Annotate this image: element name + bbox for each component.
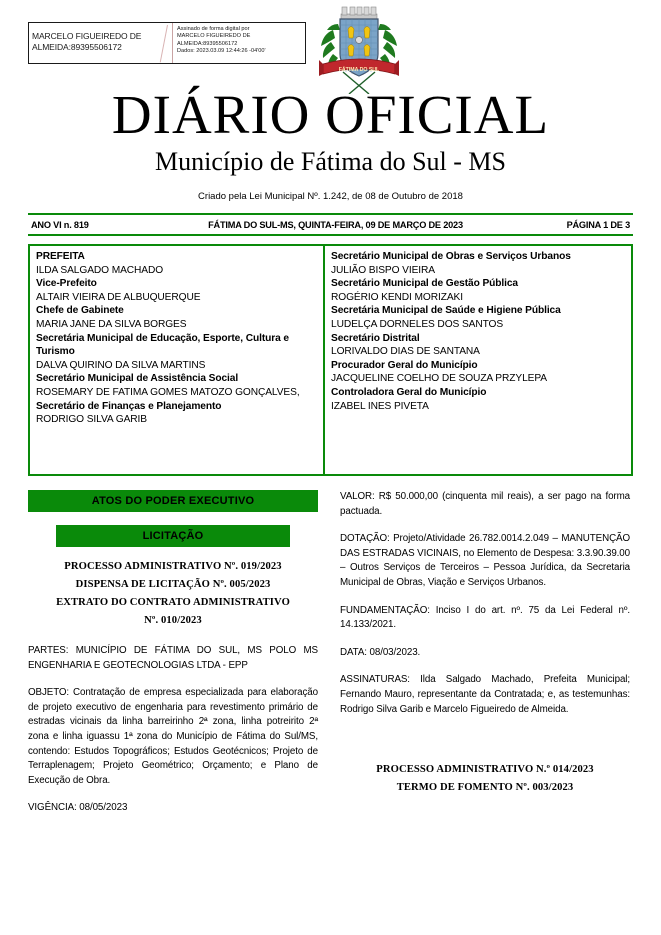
page-indicator: PÁGINA 1 DE 3 (566, 219, 630, 230)
content-right-column (340, 490, 630, 816)
left-heading-line3: EXTRATO DO CONTRATO ADMINISTRATIVO (56, 597, 290, 608)
partes-paragraph: PARTES: MUNICÍPIO DE FÁTIMA DO SUL, MS POLO MS ENGENHARIA E GEOTECNOLOGIAS LTDA - EPP (28, 645, 318, 671)
issue-date: FÁTIMA DO SUL-MS, QUINTA-FEIRA, 09 DE MARÇO DE 2023 (208, 219, 463, 230)
signature-name (29, 23, 172, 63)
right-heading-line1: PROCESSO ADMINISTRATIVO N.º 014/2023 (376, 764, 594, 776)
official-role: PREFEITA (36, 251, 85, 262)
official-role: Vice-Prefeito (36, 278, 97, 290)
signature-name-line1: MARCELO FIGUEIREDO DE (32, 31, 142, 41)
creation-law-text: Criado pela Lei Municipal Nº. 1.242, de 08 de Outubro de 2018 (198, 191, 463, 202)
officials-right-box (324, 244, 633, 476)
page-subtitle: Município de Fátima do Sul - MS (155, 147, 506, 176)
official-role: Secretário Distrital (331, 332, 420, 344)
left-heading-line1: PROCESSO ADMINISTRATIVO Nº. 019/2023 (64, 561, 282, 572)
banner-atos-do-poder-executivo: ATOS DO PODER EXECUTIVO (28, 490, 318, 512)
official-role: Secretário de Finanças e Planejamento (36, 400, 222, 412)
right-heading-line2: TERMO DE FOMENTO Nº. 003/2023 (396, 782, 574, 794)
vigencia-paragraph: VIGÊNCIA: 08/05/2023 (28, 802, 128, 814)
official-role: Secretário Municipal de Obras e Serviços Urbanos (331, 251, 571, 262)
masthead (28, 86, 633, 204)
official-name: IZABEL INES PIVETA (331, 400, 429, 412)
official-name: ILDA SALGADO MACHADO (36, 264, 164, 276)
officials-section (28, 244, 633, 476)
valor-paragraph: VALOR: R$ 50.000,00 (cinquenta mil reais), a ser pago na forma pactuada. (340, 491, 630, 517)
signature-name-line2: ALMEIDA:89395506172 (32, 42, 122, 52)
official-name: JACQUELINE COELHO DE SOUZA PRZYLEPA (331, 373, 547, 385)
official-name: LORIVALDO DIAS DE SANTANA (331, 346, 480, 358)
official-name: ROGÉRIO KENDI MORIZAKI (331, 291, 463, 303)
fundamentacao-paragraph: FUNDAMENTAÇÃO: Inciso I do art. nº. 75 da Lei Federal nº. 14.133/2021. (340, 604, 630, 631)
issue-info-bar (28, 213, 633, 236)
official-role: Secretário Municipal de Gestão Pública (331, 278, 518, 290)
official-role: Procurador Geral do Município (331, 359, 478, 371)
official-role: Secretário Municipal de Assistência Social (36, 373, 239, 385)
assinaturas-paragraph: ASSINATURAS: Ilda Salgado Machado, Prefeita Municipal; Fernando Mauro, representante da Contratada; e, as testemunhas: Rodrigo Silva Garib e Marcelo Figueiredo de Almeida. (340, 674, 630, 715)
officials-left-box (28, 244, 324, 476)
official-name: ALTAIR VIEIRA DE ALBUQUERQUE (36, 291, 201, 303)
digital-signature-box (28, 22, 306, 64)
official-name: JULIÃO BISPO VIEIRA (331, 264, 435, 276)
official-name: ROSEMARY DE FATIMA GOMES MATOZO GONÇALVES, (36, 386, 300, 398)
official-role: Secretária Municipal de Saúde e Higiene Pública (331, 305, 561, 317)
official-name: MARIA JANE DA SILVA BORGES (36, 318, 187, 330)
issue-number: ANO VI n. 819 (31, 219, 89, 230)
official-name: DALVA QUIRINO DA SILVA MARTINS (36, 359, 206, 371)
banner-licitacao: LICITAÇÃO (56, 525, 290, 547)
official-role: Controladora Geral do Município (331, 386, 487, 398)
data-paragraph: DATA: 08/03/2023. (340, 646, 421, 658)
header-top (28, 0, 633, 82)
content-columns (28, 490, 633, 816)
signature-detail-line2: MARCELO FIGUEIREDO DE (177, 33, 251, 40)
objeto-paragraph: OBJETO: Contratação de empresa especializada para elaboração de projeto executivo de engenharia para revestimento primário de estradas vicinais da linha barreirinho 2ª zona, linha potreirito 2ª zona e linha iguassu 1ª zona do Município de Fátima do Sul/MS, contendo: Estudos Topográficos; Estudos Geotécnicos; Projeto de Terraplenagem; Projeto Geométrico; Orçamento; e Plano de Execução de Obra. (28, 687, 318, 786)
content-left-column (28, 490, 318, 816)
signature-detail-line4: Dados: 2023.03.09 12:44:26 -04'00' (177, 48, 266, 55)
official-name: LUDELÇA DORNELES DOS SANTOS (331, 318, 504, 330)
left-heading-line2: DISPENSA DE LICITAÇÃO Nº. 005/2023 (75, 579, 271, 590)
dotacao-paragraph: DOTAÇÃO: Projeto/Atividade 26.782.0014.2.049 – MANUTENÇÃO DAS ESTRADAS VICINAIS, no Elemento de Despesa: 3.3.90.39.00 – Outros Serviços de Terceiros – Pessoa Jurídica, da Secretaria Municipal de Obras, Viação e Serviços Urbanos. (340, 533, 630, 588)
official-role: Secretária Municipal de Educação, Esporte, Cultura e Turismo (36, 332, 289, 358)
official-name: RODRIGO SILVA GARIB (36, 414, 147, 426)
page-title: DIÁRIO OFICIAL (111, 84, 550, 145)
crest-banner-text: FÁTIMA DO SUL (338, 67, 380, 73)
signature-detail-line1: Assinado de forma digital por (177, 26, 250, 32)
municipal-coat-of-arms-icon (317, 2, 401, 94)
signature-detail-line3: ALMEIDA:89395506172 (177, 40, 238, 47)
signature-details (172, 23, 305, 63)
official-role: Chefe de Gabinete (36, 305, 124, 317)
left-heading-line4: Nº. 010/2023 (144, 615, 202, 626)
